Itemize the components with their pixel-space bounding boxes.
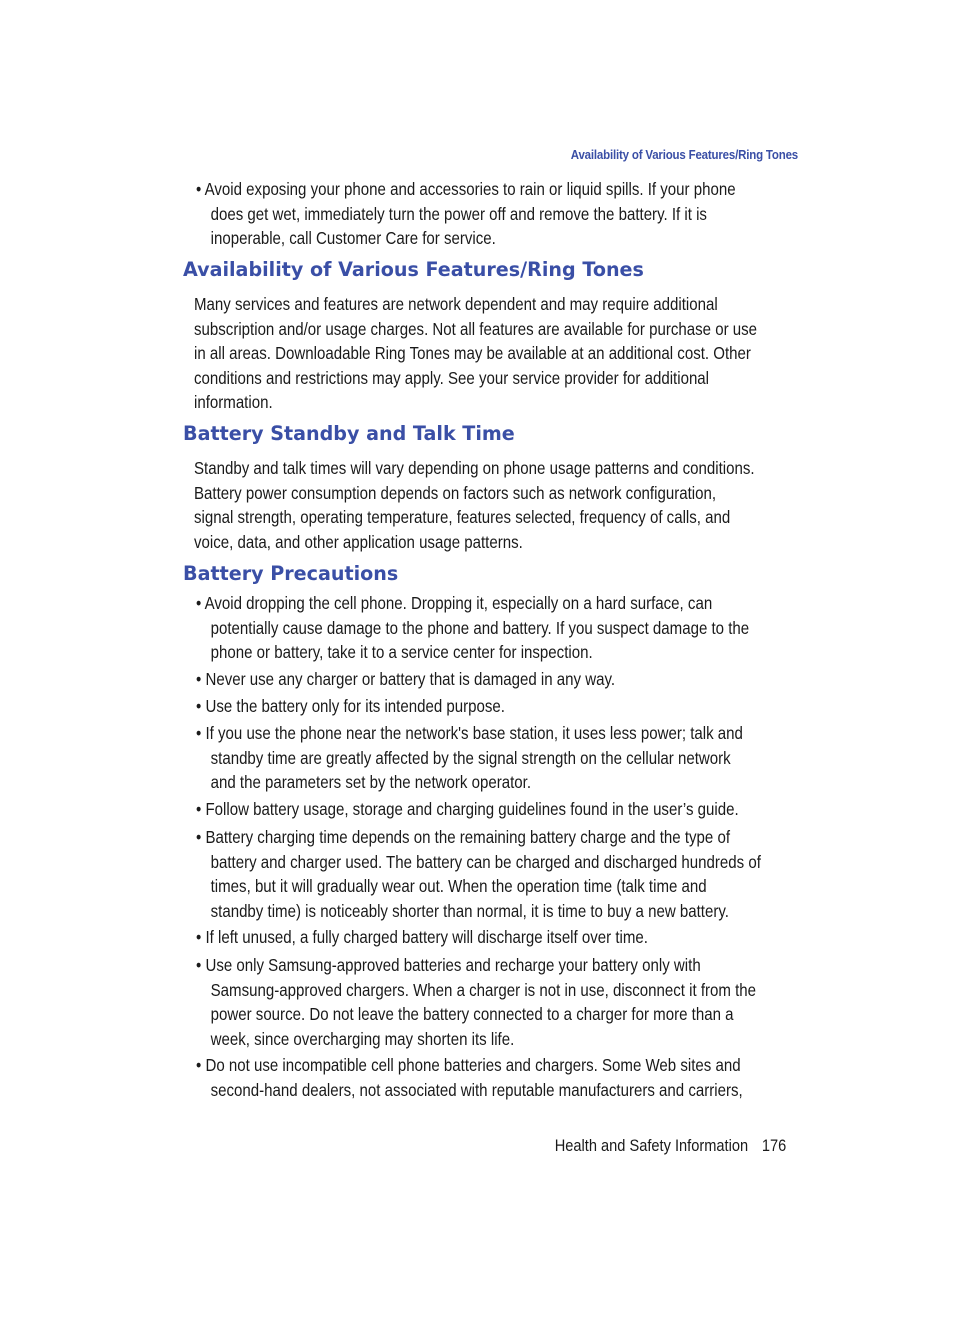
bullet-line: power source. Do not leave the battery connected to a charger for more than a [210,1004,734,1025]
bullet-line: • Follow battery usage, storage and charging guidelines found in the user’s guide. [196,799,739,819]
bullet-line: • Never use any charger or battery that is damaged in any way. [196,669,616,689]
section-paragraph [194,292,757,415]
page-number: 176 [761,1136,786,1155]
list-item [196,1053,743,1102]
paragraph-line: Many services and features are network dependent and may require additional [194,294,718,314]
bullet-line: potentially cause damage to the phone and battery. If you suspect damage to the [210,617,750,638]
bullet-line: does get wet, immediately turn the power off and remove the battery. If it is [210,203,707,224]
list-item [196,667,615,692]
section-heading-battery-precautions: Battery Precautions [183,562,399,585]
paragraph-line: conditions and restrictions may apply. See your service provider for additional [194,367,710,388]
paragraph-line: Battery power consumption depends on factors such as network configuration, [194,482,717,503]
list-item [196,694,505,719]
paragraph-line: signal strength, operating temperature, features selected, frequency of calls, and [194,507,731,528]
bullet-line: • If you use the phone near the network's base station, it uses less power; talk and [196,723,743,743]
bullet-line: and the parameters set by the network operator. [210,772,532,793]
section-heading-battery-standby: Battery Standby and Talk Time [183,422,515,445]
bullet-line: phone or battery, take it to a service center for inspection. [210,642,593,663]
list-item [196,591,749,665]
list-item [196,177,736,251]
paragraph-line: subscription and/or usage charges. Not all features are available for purchase or use [194,318,758,339]
bullet-line: standby time are greatly affected by the signal strength on the cellular network [210,747,731,768]
bullet-line: Samsung-approved chargers. When a charger is not in use, disconnect it from the [210,979,757,1000]
bullet-line: • Use the battery only for its intended purpose. [196,696,505,716]
page-footer [554,1136,786,1156]
bullet-line: • Avoid exposing your phone and accessories to rain or liquid spills. If your phone [196,179,736,199]
list-item [196,825,761,923]
paragraph-line: information. [194,392,273,413]
bullet-line: • If left unused, a fully charged battery will discharge itself over time. [196,927,648,947]
running-header: Availability of Various Features/Ring Tones [570,148,798,162]
bullet-line: battery and charger used. The battery can be charged and discharged hundreds of [210,851,761,872]
footer-section-name: Health and Safety Information [554,1136,748,1155]
section-heading-availability: Availability of Various Features/Ring Tones [183,258,644,281]
bullet-line: inoperable, call Customer Care for service. [210,228,496,249]
list-item [196,721,743,795]
list-item [196,953,756,1051]
bullet-line: • Do not use incompatible cell phone batteries and chargers. Some Web sites and [196,1055,741,1075]
bullet-line: • Battery charging time depends on the remaining battery charge and the type of [196,827,731,847]
bullet-line: week, since overcharging may shorten its life. [210,1028,515,1049]
bullet-line: standby time) is noticeably shorter than normal, it is time to buy a new battery. [210,900,729,921]
bullet-line: • Avoid dropping the cell phone. Dropping it, especially on a hard surface, can [196,593,713,613]
paragraph-line: in all areas. Downloadable Ring Tones may be available at an additional cost. Other [194,343,751,364]
section-paragraph [194,456,755,554]
paragraph-line: Standby and talk times will vary depending on phone usage patterns and conditions. [194,458,755,478]
list-item [196,797,739,822]
bullet-line: times, but it will gradually wear out. When the operation time (talk time and [210,876,707,897]
paragraph-line: voice, data, and other application usage patterns. [194,531,523,552]
bullet-line: • Use only Samsung-approved batteries and recharge your battery only with [196,955,701,975]
bullet-line: second-hand dealers, not associated with reputable manufacturers and carriers, [210,1079,743,1100]
list-item [196,925,648,950]
